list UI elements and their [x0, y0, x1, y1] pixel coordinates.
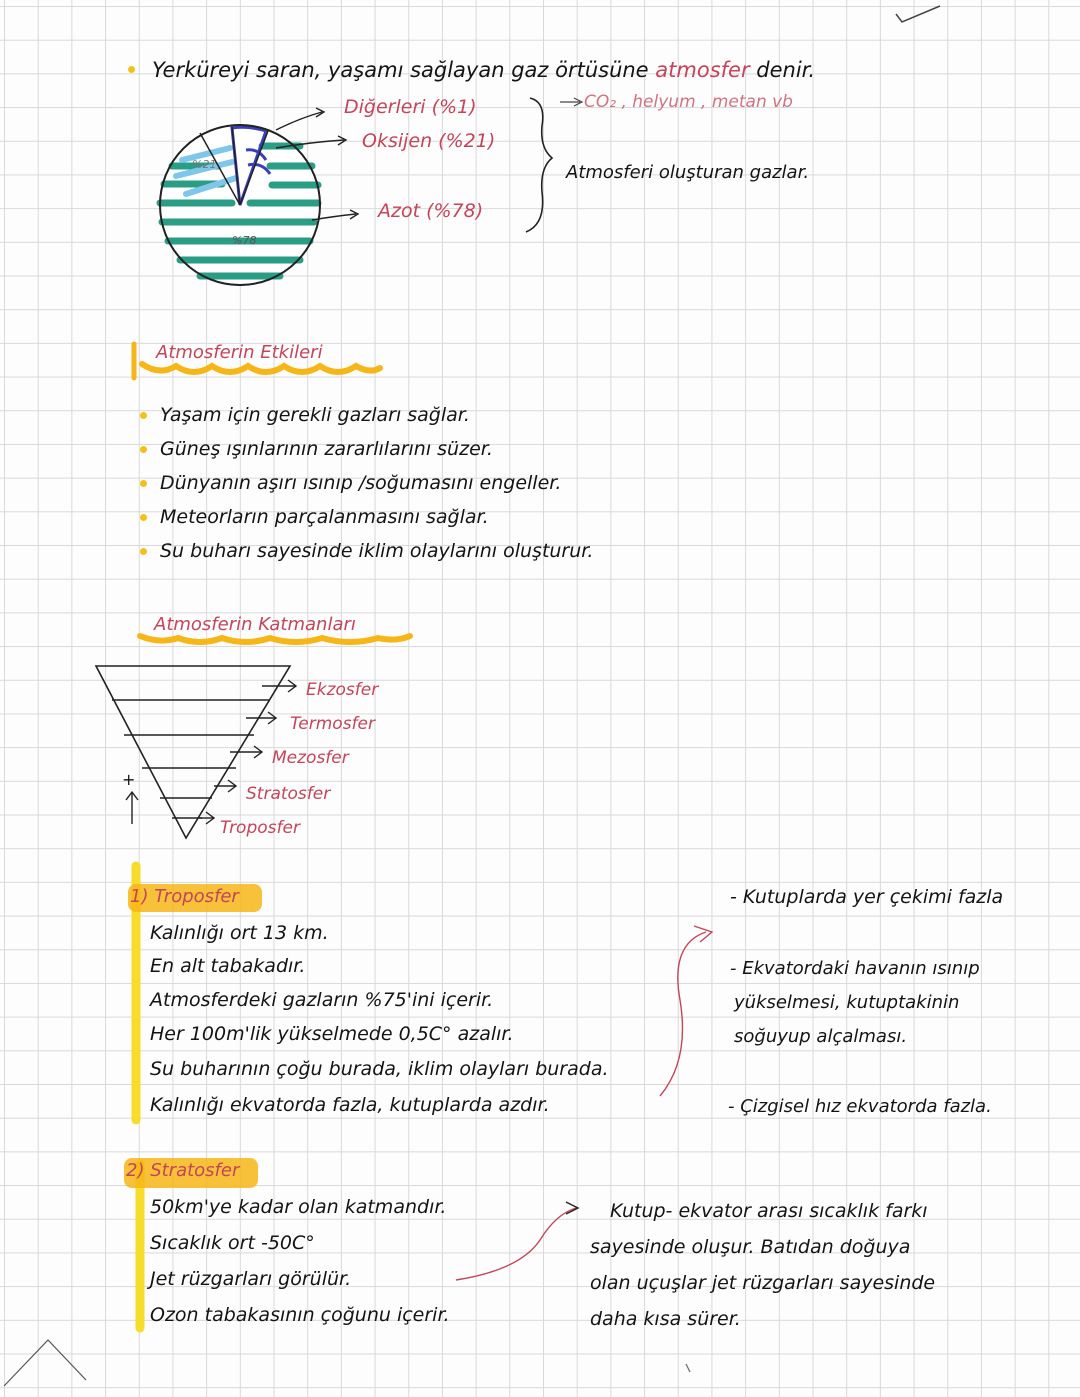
troposfer-note: - Çizgisel hız ekvatorda fazla.	[728, 1096, 992, 1117]
troposfer-note: - Kutuplarda yer çekimi fazla	[730, 886, 1004, 908]
troposfer-note: soğuyup alçalması.	[734, 1026, 908, 1047]
pie-small-label: %21	[192, 158, 217, 171]
effects-item: Meteorların parçalanmasını sağlar.	[160, 506, 489, 528]
troposfer-bracket	[660, 932, 706, 1096]
effects-bullet	[140, 548, 147, 555]
stratosfer-connector	[456, 1208, 576, 1280]
stratosfer-note: sayesinde oluşur. Batıdan doğuya	[590, 1236, 911, 1258]
intro-bullet	[128, 66, 135, 73]
stratosfer-line: Ozon tabakasının çoğunu içerir.	[150, 1304, 450, 1326]
stratosfer-line: Jet rüzgarları görülür.	[150, 1268, 352, 1290]
layer-label: Ekzosfer	[306, 680, 379, 700]
stratosfer-line: Sıcaklık ort -50C°	[150, 1232, 315, 1254]
effects-bullet	[140, 480, 147, 487]
nitrogen-label: Azot (%78)	[378, 200, 484, 222]
gas-pie-chart	[160, 125, 320, 285]
layer-label: Stratosfer	[246, 784, 331, 804]
effects-item: Dünyanın aşırı ısınıp /soğumasını engeller.	[160, 472, 562, 494]
troposfer-note: yükselmesi, kutuptakinin	[734, 992, 960, 1013]
effects-bullet	[140, 412, 147, 419]
effects-item: Su buharı sayesinde iklim olaylarını oluşturur.	[160, 540, 594, 562]
effects-item: Yaşam için gerekli gazları sağlar.	[160, 404, 470, 426]
gases-caption: Atmosferi oluşturan gazlar.	[566, 162, 810, 183]
intro-sentence: Yerküreyi saran, yaşamı sağlayan gaz örtüsüne atmosfer denir.	[152, 58, 816, 82]
layer-label: Troposfer	[220, 818, 300, 838]
troposfer-line: Atmosferdeki gazların %75'ini içerir.	[150, 989, 494, 1011]
stratosfer-note: olan uçuşlar jet rüzgarları sayesinde	[590, 1272, 936, 1294]
plus-sign: +	[122, 770, 136, 789]
effects-underline	[142, 364, 380, 372]
troposfer-line: Kalınlığı ekvatorda fazla, kutuplarda azdır.	[150, 1094, 550, 1116]
layers-heading: Atmosferin Katmanları	[154, 614, 356, 635]
pie-big-label: %78	[232, 234, 257, 247]
troposfer-line: En alt tabakadır.	[150, 955, 306, 977]
gas-brace	[526, 98, 552, 232]
stratosfer-heading: 2) Stratosfer	[126, 1160, 240, 1181]
effects-bullet	[140, 446, 147, 453]
others-label: Diğerleri (%1)	[344, 96, 477, 118]
layer-label: Mezosfer	[272, 748, 349, 768]
corner-scribble	[4, 1340, 86, 1386]
troposfer-note: - Ekvatordaki havanın ısınıp	[730, 958, 980, 979]
effects-bullet	[140, 514, 147, 521]
stratosfer-note: Kutup- ekvator arası sıcaklık farkı	[610, 1200, 928, 1222]
stratosfer-note: daha kısa sürer.	[590, 1308, 741, 1330]
troposfer-line: Her 100m'lik yükselmede 0,5C° azalır.	[150, 1023, 514, 1045]
layer-label: Termosfer	[290, 714, 375, 734]
oxygen-label: Oksijen (%21)	[362, 130, 496, 152]
effects-item: Güneş ışınlarının zararlılarını süzer.	[160, 438, 493, 460]
effects-heading: Atmosferin Etkileri	[156, 342, 323, 363]
troposfer-heading: 1) Troposfer	[130, 886, 239, 907]
others-extra: CO₂ , helyum , metan vb	[584, 92, 793, 112]
tiny-mark	[686, 1364, 690, 1372]
corner-mark	[896, 6, 940, 22]
troposfer-line: Kalınlığı ort 13 km.	[150, 922, 329, 944]
stratosfer-line: 50km'ye kadar olan katmandır.	[150, 1196, 447, 1218]
layers-underline	[140, 636, 410, 642]
troposfer-line: Su buharının çoğu burada, iklim olayları burada.	[150, 1058, 609, 1080]
